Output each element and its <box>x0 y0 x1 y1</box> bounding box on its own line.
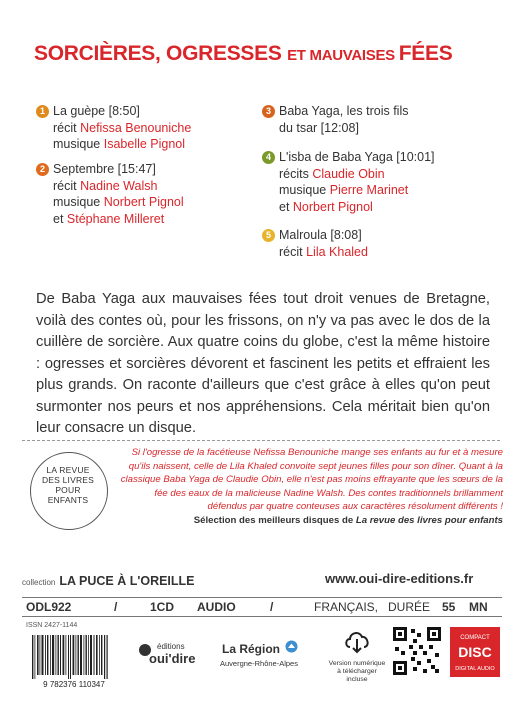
cd-logo-line2: DISC <box>458 644 492 660</box>
credit-name: Norbert Pignol <box>103 195 184 209</box>
separator: / <box>270 600 274 614</box>
compact-disc-logo <box>450 627 500 677</box>
credit-role: musique <box>53 137 104 151</box>
track-number-badge: 4 <box>262 151 275 164</box>
credit-role: et <box>53 211 67 226</box>
download-line: à télécharger <box>337 668 377 675</box>
track-number-badge: 1 <box>36 105 49 118</box>
credit-role: récit <box>53 178 81 193</box>
download-line: Version numérique <box>328 660 386 667</box>
separator: / <box>114 600 118 614</box>
credit-role: et <box>279 199 293 214</box>
credit-role: récit <box>53 120 81 135</box>
region-subtitle: Auvergne-Rhône-Alpes <box>220 659 298 668</box>
review-logo-line: ENFANTS <box>47 495 89 505</box>
barcode <box>24 633 124 690</box>
review-logo-line: LA REVUE <box>46 465 90 475</box>
album-description: De Baba Yaga aux mauvaises fées tout droit venues de Bretagne, voilà des contes où, pour les frissons, on n'y va pas avec le dos de la cuillère de sorcière. Aux quatre coins du globe, c'est la même histoire : ogresses et sorcières dévorent et fascinent les petits et effraient les plus grands. On raconte d'ailleurs que c'est grâce à elles qu'on peut surmonter nos peurs et nos appréhensions. Cela méritait bien qu'on leur consacre un disque. <box>36 291 490 436</box>
title-part1: SORCIÈRES, OGRESSES <box>34 42 288 65</box>
credit-name: Claudie Obin <box>312 166 385 181</box>
review-logo-line: DES LIVRES <box>41 475 95 485</box>
title-part3: FÉES <box>398 42 453 65</box>
cd-logo-line1: COMPACT <box>460 635 490 641</box>
barcode-number: 9 782376 110347 <box>43 680 105 689</box>
credit-role: musique <box>53 195 104 209</box>
track-title: Baba Yaga, les trois fils <box>279 104 409 118</box>
credit-name: Nefissa Benouniche <box>80 120 192 135</box>
info-bar <box>22 597 502 617</box>
duration-label: DURÉE <box>388 600 431 614</box>
format: AUDIO <box>197 600 236 614</box>
qr-code-icon <box>393 627 441 675</box>
duration-value: 55 <box>442 600 456 614</box>
selection-title: La revue des livres pour enfants <box>355 514 503 526</box>
track-item-2 <box>36 161 184 227</box>
page-title <box>34 42 452 66</box>
review-logo <box>30 465 106 505</box>
collection-word: collection <box>22 578 56 587</box>
language: FRANÇAIS, <box>314 600 379 614</box>
track-title: Septembre [15:47] <box>53 162 156 176</box>
website-link[interactable]: www.oui-dire-editions.fr <box>325 571 474 586</box>
track-title: Malroula [8:08] <box>279 228 362 242</box>
editor-logo-line1: éditions <box>157 642 185 651</box>
catalog-ref: ODL922 <box>26 600 72 614</box>
credit-name: Pierre Marinet <box>329 183 409 197</box>
track-title: L'isba de Baba Yaga [10:01] <box>279 150 435 164</box>
oui-dire-logo-icon <box>137 637 199 669</box>
issn: ISSN 2427-1144 <box>26 622 78 629</box>
collection-name: LA PUCE À L'OREILLE <box>59 574 195 588</box>
credit-name: Norbert Pignol <box>292 199 373 214</box>
qr-code <box>393 627 441 675</box>
track-title: La guèpe [8:50] <box>53 104 140 118</box>
review-logo-line: POUR <box>55 485 81 495</box>
review-quote <box>118 446 503 527</box>
download-text <box>322 660 392 684</box>
review-text: Si l'ogresse de la facétieuse Nefissa Benouniche mange ses enfants au fur et à mesure qu'ils naissent, celle de Lila Khaled convoite sept jeunes filles pour son dîner. Quant à la classique Baba Yaga de Claudie Obin, elle n'est pas moins effrayante que les sœurs de la fée des eaux de la malicieuse Nadine Walsh. Des contes traditionnels brillamment défendus par quatre conteuses aux caractères résolument différents ! <box>120 447 503 512</box>
editor-logo <box>137 637 199 669</box>
track-item-3 <box>262 103 408 136</box>
compact-disc-icon <box>450 627 500 677</box>
download-badge <box>322 626 392 690</box>
credit-name: Lila Khaled <box>306 244 368 259</box>
credit-name: Isabelle Pignol <box>103 137 186 151</box>
track-number-badge: 3 <box>262 105 275 118</box>
cd-logo-line3: DIGITAL AUDIO <box>455 666 495 672</box>
credit-name: Stéphane Milleret <box>66 211 165 226</box>
editor-logo-line2: oui'dire <box>149 651 196 666</box>
cloud-download-icon <box>342 626 372 656</box>
cd-count: 1CD <box>150 600 175 614</box>
region-logo <box>215 634 300 670</box>
collection-label <box>22 574 195 588</box>
duration-unit: MN <box>469 600 488 614</box>
track-item-1 <box>36 103 191 153</box>
download-line: incluse <box>346 676 368 683</box>
credit-role: récit <box>279 244 307 259</box>
title-part2: ET MAUVAISES <box>287 47 399 64</box>
track-number-badge: 5 <box>262 229 275 242</box>
credit-name: Nadine Walsh <box>80 178 158 193</box>
region-name: La Région <box>222 642 281 656</box>
selection-note <box>194 515 503 526</box>
track-item-4 <box>262 149 435 215</box>
credit-role: musique <box>279 183 330 197</box>
credit-role: récits <box>279 166 313 181</box>
region-emblem-icon <box>285 640 298 653</box>
dashed-divider <box>22 440 500 441</box>
track-item-5 <box>262 227 368 260</box>
track-title-cont: du tsar [12:08] <box>279 120 359 135</box>
track-number-badge: 2 <box>36 163 49 176</box>
barcode-icon <box>24 633 124 690</box>
selection-prefix: Sélection des meilleurs disques de <box>193 514 356 526</box>
